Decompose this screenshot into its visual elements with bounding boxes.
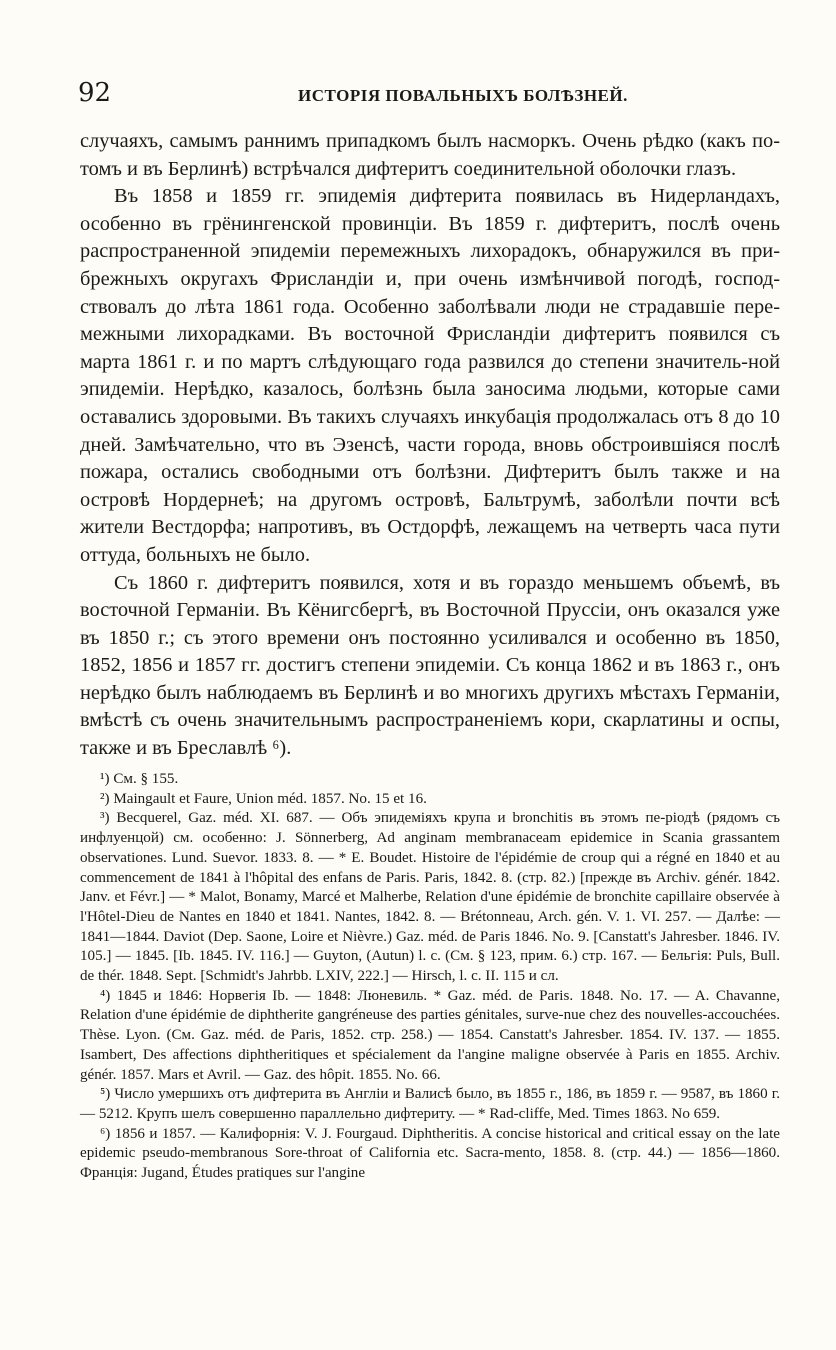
footnote: ⁴) 1845 и 1846: Норвегія Ib. — 1848: Люневиль. * Gaz. méd. de Paris. 1848. No. 17. — A. Chavanne, Relation d'une épidémie de diphtherite gangréneuse des parties génitales, surve-nue chez des nouvelles-accouchées. Thèse. Lyon. (См. Gaz. méd. de Paris, 1852. стр. 258.) — 1854. Canstatt's Jahresber. 1854. IV. 137. — 1855. Isambert, Des affections diphtheritiques et spécialement da l'angine maligne observée à Paris en 1855. Archiv. génér. 1857. Mars et Avril. — Gaz. des hôpit. 1855. No. 66.: [80, 987, 780, 1083]
footnotes: [80, 770, 780, 1184]
paragraph: Съ 1860 г. дифтеритъ появился, хотя и въ гораздо меньшемъ объемѣ, въ восточной Германіи. Въ Кёнигсбергѣ, въ Восточной Пруссіи, онъ оказался уже въ 1850 г.; съ этого времени онъ постоянно усиливался и особенно въ 1850, 1852, 1856 и 1857 гг. достигъ степени эпидеміи. Съ конца 1862 и въ 1863 г., онъ нерѣдко былъ наблюдаемъ въ Берлинѣ и во многихъ другихъ мѣстахъ Германіи, вмѣстѣ съ очень значительнымъ распространеніемъ кори, скарлатины и оспы, также и въ Бреславлѣ ⁶).: [80, 571, 780, 760]
footnote: ³) Becquerel, Gaz. méd. XI. 687. — Объ эпидеміяхъ крупа и bronchitis въ этомъ пе-ріодѣ (рядомъ съ инфлуенцой) см. особенно: J. Sönnerberg, Ad anginam membranaceam epidemice in Scania grassantem observationes. Lund. Suevor. 1833. 8. — * E. Boudet. Histoire de l'épidémie de croup qui a régné en 1840 et au commencement de 1841 à l'hôpital des enfans de Paris. Paris, 1842. 8. (стр. 82.) [прежде въ Archiv. génér. 1842. Janv. et Févr.] — * Malot, Bonamy, Marcé et Malherbe, Relation d'une épidémie de bronchite capillaire observée à l'Hôtel-Dieu de Nantes en 1840 et 1841. Nantes, 1842. 8. — Brétonneau, Arch. gén. V. 1. VI. 257. — Далѣе: — 1841—1844. Daviot (Dep. Saone, Loire et Nièvre.) Gaz. méd. de Paris 1846. No. 9. [Canstatt's Jahresber. 1846. IV. 105.] — 1845. [Ib. 1845. IV. 116.] — Guyton, (Autun) l. c. (См. § 123, прим. 6.) стр. 167. — Бельгія: Puls, Bull. de thér. 1848. Sept. [Schmidt's Jahrbb. LXIV, 222.] — Hirsch, l. c. II. 115 и сл.: [80, 810, 780, 985]
main-text: [80, 128, 780, 763]
footnote: ⁵) Число умершихъ отъ дифтерита въ Англіи и Валисѣ было, въ 1855 г., 186, въ 1859 г. — 9587, въ 1860 г. — 5212. Крупъ шелъ совершенно параллельно дифтериту. — * Rad-cliffe, Med. Times 1863. No 659.: [80, 1086, 780, 1122]
footnote: ²) Maingault et Faure, Union méd. 1857. No. 15 et 16.: [100, 790, 427, 807]
footnote: ⁶) 1856 и 1857. — Калифорнія: V. J. Fourgaud. Diphtheritis. A concise historical and critical essay on the late epidemic pseudo-membranous Sore-throat of California etc. Sacra-mento, 1858. 8. (стр. 44.) — 1856—1860. Франція: Jugand, Études pratiques sur l'angine: [80, 1125, 780, 1182]
running-title: ИСТОРІЯ ПОВАЛЬНЫХЪ БОЛѢЗНЕЙ.: [298, 86, 628, 105]
page-header: [78, 78, 778, 118]
page-number: 92: [78, 78, 112, 108]
paragraph: случаяхъ, самымъ раннимъ припадкомъ былъ насморкъ. Очень рѣдко (какъ по-томъ и въ Берлинѣ) встрѣчался дифтеритъ соединительной оболочки глазъ.: [80, 130, 780, 180]
footnote: ¹) См. § 155.: [100, 771, 179, 787]
paragraph: Въ 1858 и 1859 гг. эпидемія дифтерита появилась въ Нидерландахъ, особенно въ грёнингенской провинціи. Въ 1859 г. дифтеритъ, послѣ очень распространенной эпидеміи перемежныхъ лихорадокъ, обнаружился въ при-брежныхъ округахъ Фрисландіи и, при очень измѣнчивой погодѣ, господ-ствовалъ до лѣта 1861 года. Особенно заболѣвали люди не страдавшіе пере-межными лихорадками. Въ восточной Фрисландіи дифтеритъ появился съ марта 1861 г. и по мартъ слѣдующаго года развился до степени значитель-ной эпидеміи. Нерѣдко, казалось, болѣзнь была заносима людьми, которые сами оставались здоровыми. Въ такихъ случаяхъ инкубація продолжалась отъ 8 до 10 дней. Замѣчательно, что въ Эзенсѣ, части города, вновь обстроившіяся послѣ пожара, остались свободными отъ болѣзни. Дифтеритъ былъ также и на островѣ Нордернеѣ; на другомъ островѣ, Бальтрумѣ, заболѣли почти всѣ жители Вестдорфа; напротивъ, въ Остдорфѣ, лежащемъ на четверть часа пути оттуда, больныхъ не было.: [80, 185, 780, 566]
